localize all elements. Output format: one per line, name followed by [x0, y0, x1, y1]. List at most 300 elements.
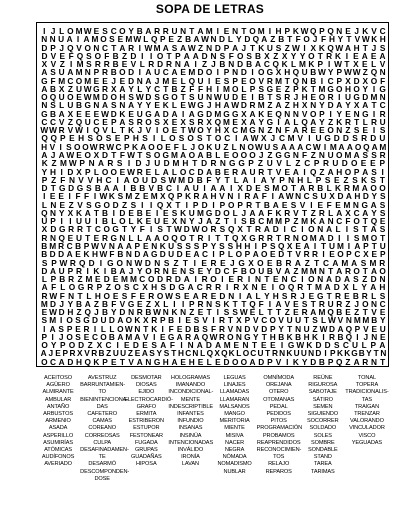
grid-cell: Y	[301, 356, 308, 367]
grid-cell: L	[60, 282, 66, 293]
grid-cell: I	[310, 199, 313, 210]
grid-cell: S	[360, 257, 367, 268]
grid-cell: E	[110, 356, 117, 367]
grid-cell: L	[100, 323, 106, 334]
grid-cell: O	[231, 356, 239, 367]
grid-cell: G	[110, 232, 117, 243]
grid-cell: S	[352, 133, 358, 144]
grid-cell: O	[240, 356, 248, 367]
grid-cell: R	[201, 274, 208, 285]
grid-cell: M	[341, 257, 349, 268]
grid-cell: W	[334, 59, 342, 70]
grid-cell: E	[360, 158, 367, 169]
grid-cell: A	[171, 67, 178, 78]
grid-cell: B	[371, 315, 378, 326]
grid-cell: B	[276, 257, 283, 268]
grid-cell: O	[132, 174, 140, 185]
grid-cell: C	[162, 67, 169, 78]
grid-cell: H	[275, 26, 282, 36]
grid-cell: F	[84, 191, 90, 202]
grid-cell: D	[135, 158, 142, 169]
grid-cell: O	[119, 67, 126, 78]
grid-cell: N	[317, 224, 324, 235]
grid-cell: G	[275, 150, 282, 161]
grid-cell: Q	[327, 42, 334, 53]
grid-cell: B	[266, 265, 273, 276]
grid-cell: Q	[345, 323, 353, 334]
grid-cell: D	[58, 307, 65, 318]
grid-cell: C	[379, 26, 386, 36]
grid-cell: B	[117, 249, 124, 260]
grid-cell: Q	[370, 216, 378, 227]
grid-cell: E	[345, 26, 351, 36]
grid-cell: N	[119, 100, 126, 111]
grid-cell: J	[145, 158, 151, 169]
grid-cell: O	[257, 257, 264, 268]
word-item: TRADICIONALIS-	[345, 389, 389, 396]
grid-cell: A	[292, 166, 299, 177]
grid-cell: G	[266, 116, 274, 127]
word-item: VISCO	[358, 432, 376, 439]
grid-cell: S	[246, 50, 252, 61]
grid-cell: R	[335, 290, 342, 301]
grid-cell: V	[275, 356, 282, 367]
word-item: SONDABLE	[307, 447, 338, 454]
grid-cell: D	[201, 158, 208, 169]
grid-cell: A	[183, 59, 190, 70]
grid-cell: O	[308, 50, 315, 61]
grid-cell: E	[59, 199, 65, 210]
grid-cell: V	[67, 125, 74, 136]
grid-cell: D	[88, 257, 95, 268]
grid-cell: X	[345, 75, 351, 86]
grid-cell: D	[341, 158, 348, 169]
grid-cell: W	[285, 191, 294, 202]
grid-cell: Q	[287, 282, 295, 293]
grid-cell: R	[128, 42, 135, 53]
word-item: PEDAL	[269, 403, 288, 410]
grid-cell: D	[206, 108, 213, 119]
grid-cell: A	[303, 240, 310, 251]
grid-cell: E	[75, 249, 81, 260]
grid-cell: L	[291, 59, 297, 70]
grid-cell: A	[123, 174, 130, 185]
grid-cell: S	[241, 216, 247, 227]
grid-cell: K	[335, 183, 342, 194]
grid-cell: N	[235, 331, 242, 342]
grid-cell: I	[207, 232, 211, 243]
grid-cell: S	[41, 257, 48, 268]
word-item: GUADAÑAS	[131, 454, 162, 461]
grid-cell: T	[166, 50, 172, 61]
grid-cell: U	[327, 298, 334, 309]
word-item: TAS	[361, 396, 373, 403]
grid-cell: I	[286, 356, 289, 367]
grid-cell: R	[379, 257, 386, 268]
grid-cell: E	[370, 50, 377, 61]
grid-cell: I	[271, 191, 274, 202]
grid-cell: V	[219, 191, 225, 202]
grid-cell: O	[201, 224, 208, 235]
grid-cell: O	[156, 141, 164, 152]
grid-cell: O	[94, 50, 102, 61]
grid-cell: M	[49, 240, 57, 251]
grid-cell: X	[171, 216, 178, 227]
grid-cell: I	[372, 83, 376, 94]
grid-cell: T	[287, 323, 293, 334]
word-item: ASPERILLO	[42, 432, 74, 439]
grid-cell: P	[313, 158, 320, 169]
grid-cell: M	[272, 183, 280, 194]
grid-cell: D	[310, 356, 317, 367]
grid-cell: W	[75, 125, 83, 136]
grid-cell: A	[102, 100, 109, 111]
grid-cell: E	[267, 108, 273, 119]
grid-cell: S	[157, 224, 163, 235]
grid-cell: Q	[188, 75, 196, 86]
grid-cell: P	[110, 116, 117, 127]
grid-cell: T	[206, 307, 212, 318]
grid-cell: R	[297, 282, 304, 293]
grid-cell: A	[84, 207, 91, 218]
grid-cell: Y	[345, 100, 351, 111]
grid-cell: S	[301, 298, 308, 309]
grid-cell: O	[125, 315, 133, 326]
grid-cell: A	[66, 34, 73, 45]
grid-cell: F	[258, 298, 264, 309]
grid-cell: T	[304, 315, 310, 326]
grid-cell: A	[193, 249, 200, 260]
grid-cell: A	[171, 356, 178, 367]
grid-cell: K	[336, 116, 343, 127]
grid-cell: B	[136, 207, 143, 218]
grid-cell: A	[310, 116, 317, 127]
grid-cell: I	[141, 199, 144, 210]
grid-cell: I	[301, 274, 304, 285]
grid-cell: E	[143, 191, 149, 202]
grid-cell: L	[128, 232, 134, 243]
grid-cell: W	[49, 290, 58, 301]
word-item: OTOMANAS	[263, 396, 295, 403]
grid-cell: A	[261, 34, 268, 45]
grid-cell: B	[108, 331, 115, 342]
grid-cell: Z	[328, 116, 334, 127]
grid-cell: S	[227, 240, 234, 251]
word-item: SOMBRE	[310, 439, 335, 446]
grid-cell: A	[67, 67, 74, 78]
grid-cell: E	[114, 133, 121, 144]
grid-cell: T	[215, 232, 221, 243]
grid-cell: O	[249, 150, 256, 161]
grid-cell: I	[193, 257, 196, 268]
grid-cell: N	[49, 34, 56, 45]
grid-cell: T	[276, 307, 282, 318]
grid-cell: E	[83, 331, 90, 342]
grid-cell: Y	[145, 100, 152, 111]
grid-cell: F	[345, 216, 351, 227]
grid-cell: G	[238, 158, 245, 169]
grid-cell: R	[210, 224, 217, 235]
grid-cell: I	[247, 274, 251, 285]
grid-cell: D	[258, 356, 265, 367]
grid-cell: D	[333, 282, 340, 293]
grid-cell: D	[362, 191, 369, 202]
word-item: MALSANOS	[219, 403, 250, 410]
grid-cell: O	[205, 67, 213, 78]
grid-cell: D	[58, 249, 65, 260]
grid-cell: A	[284, 265, 291, 276]
grid-cell: T	[362, 216, 368, 227]
grid-cell: H	[214, 125, 221, 136]
grid-cell: A	[145, 26, 152, 36]
grid-cell: A	[252, 191, 259, 202]
word-item: ESTUPOR	[133, 425, 160, 432]
grid-cell: X	[343, 282, 349, 293]
grid-cell: N	[84, 67, 91, 78]
grid-cell: V	[363, 323, 369, 334]
grid-cell: S	[324, 174, 331, 185]
grid-cell: M	[75, 67, 83, 78]
grid-cell: J	[241, 42, 247, 53]
grid-cell: E	[59, 50, 65, 61]
grid-cell: D	[214, 207, 221, 218]
grid-cell: W	[291, 42, 300, 53]
grid-cell: T	[166, 224, 172, 235]
grid-cell: O	[301, 232, 308, 243]
grid-cell: U	[266, 158, 273, 169]
grid-cell: D	[41, 183, 48, 194]
grid-cell: N	[327, 216, 334, 227]
grid-cell: Y	[290, 50, 297, 61]
grid-cell: W	[335, 42, 344, 53]
grid-cell: G	[107, 257, 114, 268]
grid-cell: E	[197, 356, 204, 367]
grid-cell: G	[324, 133, 331, 144]
grid-cell: M	[369, 257, 377, 268]
grid-cell: N	[379, 274, 386, 285]
grid-cell: I	[76, 34, 80, 45]
grid-cell: D	[130, 50, 137, 61]
grid-cell: R	[271, 348, 278, 359]
grid-cell: A	[192, 290, 199, 301]
grid-cell: K	[128, 125, 135, 136]
grid-cell: U	[332, 158, 339, 169]
grid-cell: D	[50, 298, 56, 309]
grid-cell: E	[353, 50, 359, 61]
grid-cell: P	[363, 240, 369, 251]
grid-cell: O	[261, 249, 268, 260]
grid-cell: R	[215, 282, 222, 293]
grid-cell: D	[315, 348, 322, 359]
grid-cell: O	[156, 290, 164, 301]
grid-cell: E	[361, 59, 368, 70]
grid-cell: I	[194, 59, 197, 70]
grid-cell: H	[379, 34, 386, 45]
grid-cell: W	[318, 67, 326, 78]
grid-cell: W	[168, 174, 177, 185]
grid-cell: M	[171, 150, 178, 161]
grid-cell: M	[125, 331, 133, 342]
grid-cell: P	[244, 249, 251, 260]
grid-cell: B	[240, 265, 247, 276]
grid-cell: W	[83, 83, 92, 94]
grid-cell: M	[150, 191, 158, 202]
grid-cell: Z	[215, 216, 221, 227]
grid-cell: K	[206, 141, 213, 152]
grid-cell: X	[67, 108, 74, 119]
grid-cell: V	[102, 125, 108, 136]
grid-cell: Q	[310, 166, 317, 177]
grid-cell: R	[154, 265, 161, 276]
grid-cell: E	[180, 67, 186, 78]
grid-cell: Y	[371, 207, 377, 218]
grid-cell: W	[99, 249, 108, 260]
grid-cell: F	[210, 323, 217, 334]
grid-cell: A	[141, 348, 148, 359]
grid-cell: S	[264, 183, 270, 194]
grid-cell: S	[123, 282, 130, 293]
grid-cell: R	[148, 290, 155, 301]
grid-cell: O	[269, 315, 276, 326]
grid-cell: R	[218, 323, 225, 334]
grid-cell: B	[317, 183, 324, 194]
grid-cell: R	[102, 83, 109, 94]
grid-cell: D	[218, 34, 225, 45]
word-item: TAREA	[313, 461, 332, 468]
grid-cell: F	[284, 125, 290, 136]
grid-cell: I	[322, 331, 325, 342]
grid-cell: Y	[50, 340, 57, 351]
grid-cell: O	[235, 249, 243, 260]
grid-cell: A	[50, 265, 56, 276]
grid-cell: R	[91, 348, 98, 359]
grid-cell: Z	[197, 42, 204, 53]
grid-cell: B	[278, 331, 285, 342]
grid-cell: S	[353, 274, 359, 285]
grid-cell: S	[379, 224, 386, 235]
word-item: RECONOCIMIEN-	[256, 447, 302, 454]
grid-cell: X	[241, 232, 247, 243]
grid-cell: L	[163, 298, 169, 309]
grid-cell: A	[370, 199, 377, 210]
grid-cell: P	[336, 67, 343, 78]
word-item: TRENZAR	[354, 411, 380, 418]
grid-cell: I	[68, 191, 71, 202]
grid-cell: X	[96, 340, 103, 351]
grid-cell: N	[41, 34, 48, 45]
grid-cell: L	[171, 166, 177, 177]
grid-cell: R	[136, 166, 143, 177]
grid-cell: C	[263, 59, 270, 70]
grid-cell: Z	[145, 298, 151, 309]
grid-cell: S	[50, 67, 56, 78]
grid-cell: A	[362, 100, 369, 111]
grid-cell: I	[322, 249, 325, 260]
grid-cell: X	[214, 348, 220, 359]
grid-cell: Z	[362, 67, 368, 78]
grid-cell: W	[213, 92, 222, 103]
grid-cell: Z	[284, 100, 290, 111]
grid-cell: A	[160, 340, 167, 351]
grid-cell: M	[59, 158, 67, 169]
grid-cell: H	[91, 249, 98, 260]
grid-cell: Q	[292, 67, 300, 78]
grid-cell: Z	[284, 83, 290, 94]
grid-cell: O	[145, 116, 152, 127]
grid-cell: N	[136, 75, 143, 86]
grid-cell: G	[317, 290, 324, 301]
grid-cell: H	[336, 166, 343, 177]
grid-cell: P	[102, 356, 108, 367]
grid-cell: E	[345, 108, 351, 119]
grid-cell: A	[280, 141, 287, 152]
grid-cell: I	[138, 67, 141, 78]
grid-cell: R	[249, 100, 256, 111]
grid-cell: E	[184, 290, 190, 301]
grid-cell: A	[343, 274, 350, 285]
grid-cell: A	[362, 166, 369, 177]
word-item: BARRUNTAMIEN-	[80, 382, 126, 389]
grid-cell: M	[275, 75, 283, 86]
grid-cell: Z	[121, 50, 128, 61]
grid-cell: A	[58, 150, 65, 161]
grid-cell: S	[312, 191, 318, 202]
grid-cell: H	[162, 356, 169, 367]
grid-cell: E	[284, 166, 290, 177]
word-item: DIOSAS	[136, 382, 157, 389]
grid-cell: T	[362, 265, 368, 276]
grid-cell: I	[181, 298, 185, 309]
grid-cell: T	[223, 232, 230, 243]
grid-cell: K	[76, 207, 83, 218]
grid-cell: G	[249, 125, 256, 136]
grid-cell: M	[301, 265, 309, 276]
grid-cell: R	[201, 290, 208, 301]
grid-cell: R	[83, 323, 90, 334]
grid-cell: T	[77, 290, 83, 301]
grid-cell: A	[275, 100, 282, 111]
grid-cell: B	[193, 323, 200, 334]
grid-cell: R	[58, 240, 65, 251]
grid-cell: W	[153, 307, 162, 318]
grid-cell: H	[182, 158, 189, 169]
grid-cell: R	[323, 158, 330, 169]
grid-cell: D	[214, 42, 221, 53]
grid-cell: M	[178, 174, 185, 185]
word-item: ANTAÑO	[46, 403, 70, 410]
grid-cell: A	[370, 224, 377, 235]
grid-cell: T	[261, 331, 267, 342]
grid-cell: Y	[337, 34, 344, 45]
grid-cell: N	[162, 265, 169, 276]
grid-cell: K	[344, 348, 351, 359]
grid-cell: Q	[75, 116, 83, 127]
grid-cell: O	[353, 83, 360, 94]
grid-cell: S	[371, 150, 377, 161]
word-item: NEGRA	[224, 447, 245, 454]
grid-cell: W	[296, 340, 305, 351]
grid-cell: R	[379, 150, 386, 161]
grid-cell: H	[41, 141, 48, 152]
grid-cell: I	[230, 183, 233, 194]
grid-cell: O	[68, 340, 76, 351]
grid-cell: I	[161, 323, 164, 334]
grid-cell: W	[101, 108, 109, 119]
grid-cell: O	[354, 141, 362, 152]
grid-cell: A	[119, 265, 126, 276]
grid-cell: B	[41, 249, 48, 260]
grid-cell: K	[258, 42, 265, 53]
